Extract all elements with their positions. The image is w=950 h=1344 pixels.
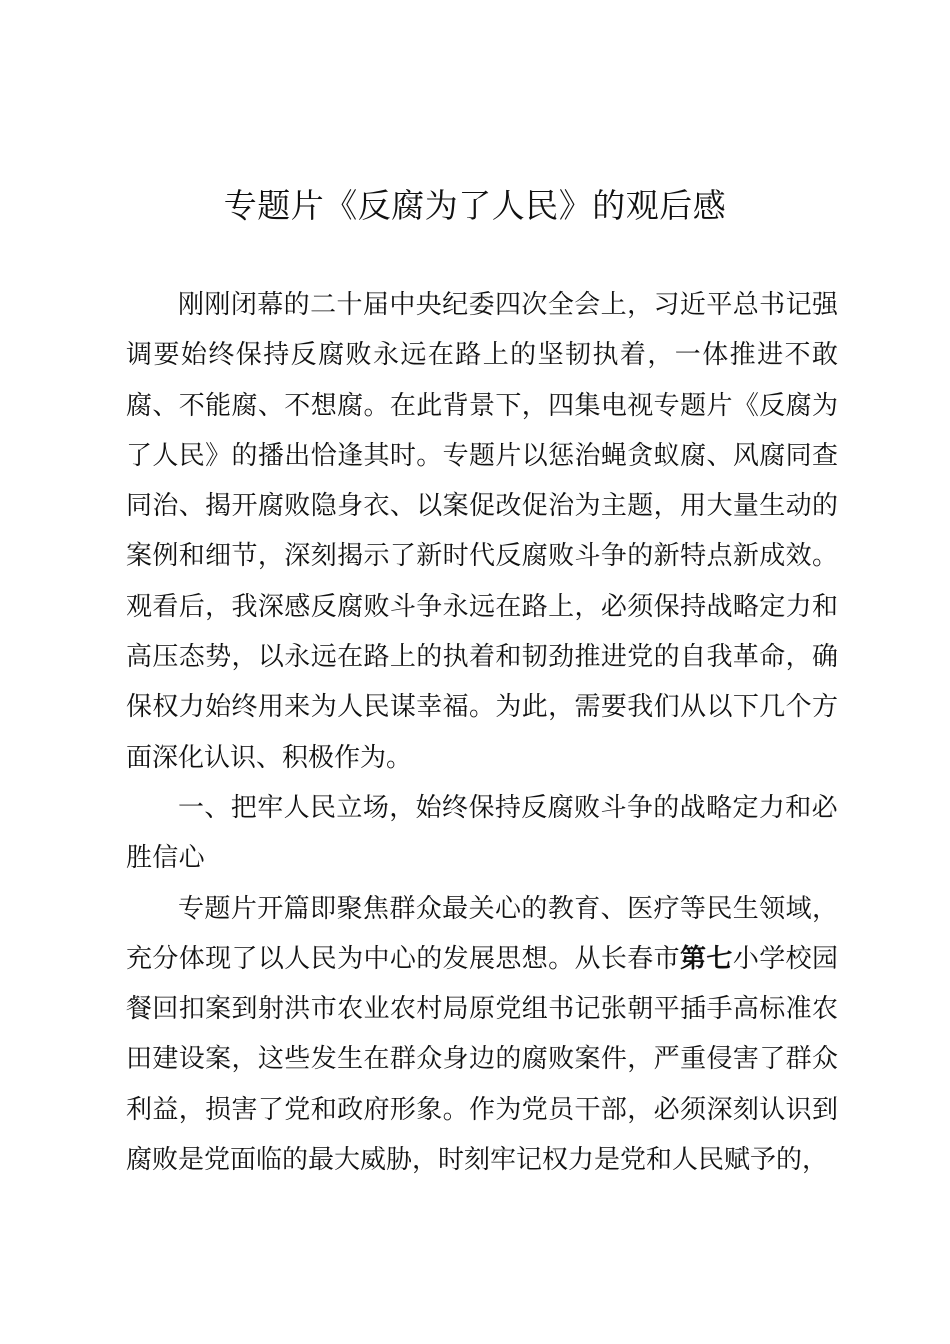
paragraph-text-part-2: 小学校园餐回扣案到射洪市农业农村局原党组书记张朝平插手高标准农田建设案，这些发生在群众身边的腐败案件，严重侵害了群众利益，损害了党和政府形象。作为党员干部，必须深刻认识到腐败是党面临的最大威胁，时刻牢记权力是党和人民赋予的，: [126, 943, 838, 1176]
bold-text: 第七: [680, 943, 733, 974]
intro-paragraph: 刚刚闭幕的二十届中央纪委四次全会上，习近平总书记强调要始终保持反腐败永远在路上的坚韧执着，一体推进不敢腐、不能腐、不想腐。在此背景下，四集电视专题片《反腐为了人民》的播出恰逢其时。专题片以惩治蝇贪蚁腐、风腐同查同治、揭开腐败隐身衣、以案促改促治为主题，用大量生动的案例和细节，深刻揭示了新时代反腐败斗争的新特点新成效。观看后，我深感反腐败斗争永远在路上，必须保持战略定力和高压态势，以永远在路上的执着和韧劲推进党的自我革命，确保权力始终用来为人民谋幸福。为此，需要我们从以下几个方面深化认识、积极作为。: [126, 290, 838, 773]
paragraph-text-part-1: 专题片开篇即聚焦群众最关心的教育、医疗等民生领域，充分体现了以人民为中心的发展思想。从长春市: [126, 893, 838, 974]
section-heading-1: 一、把牢人民立场，始终保持反腐败斗争的战略定力和必胜信心: [126, 792, 838, 874]
document-body: [126, 280, 838, 1185]
document-title: 专题片《反腐为了人民》的观后感: [223, 186, 727, 225]
section-1-paragraph: [126, 884, 838, 1186]
